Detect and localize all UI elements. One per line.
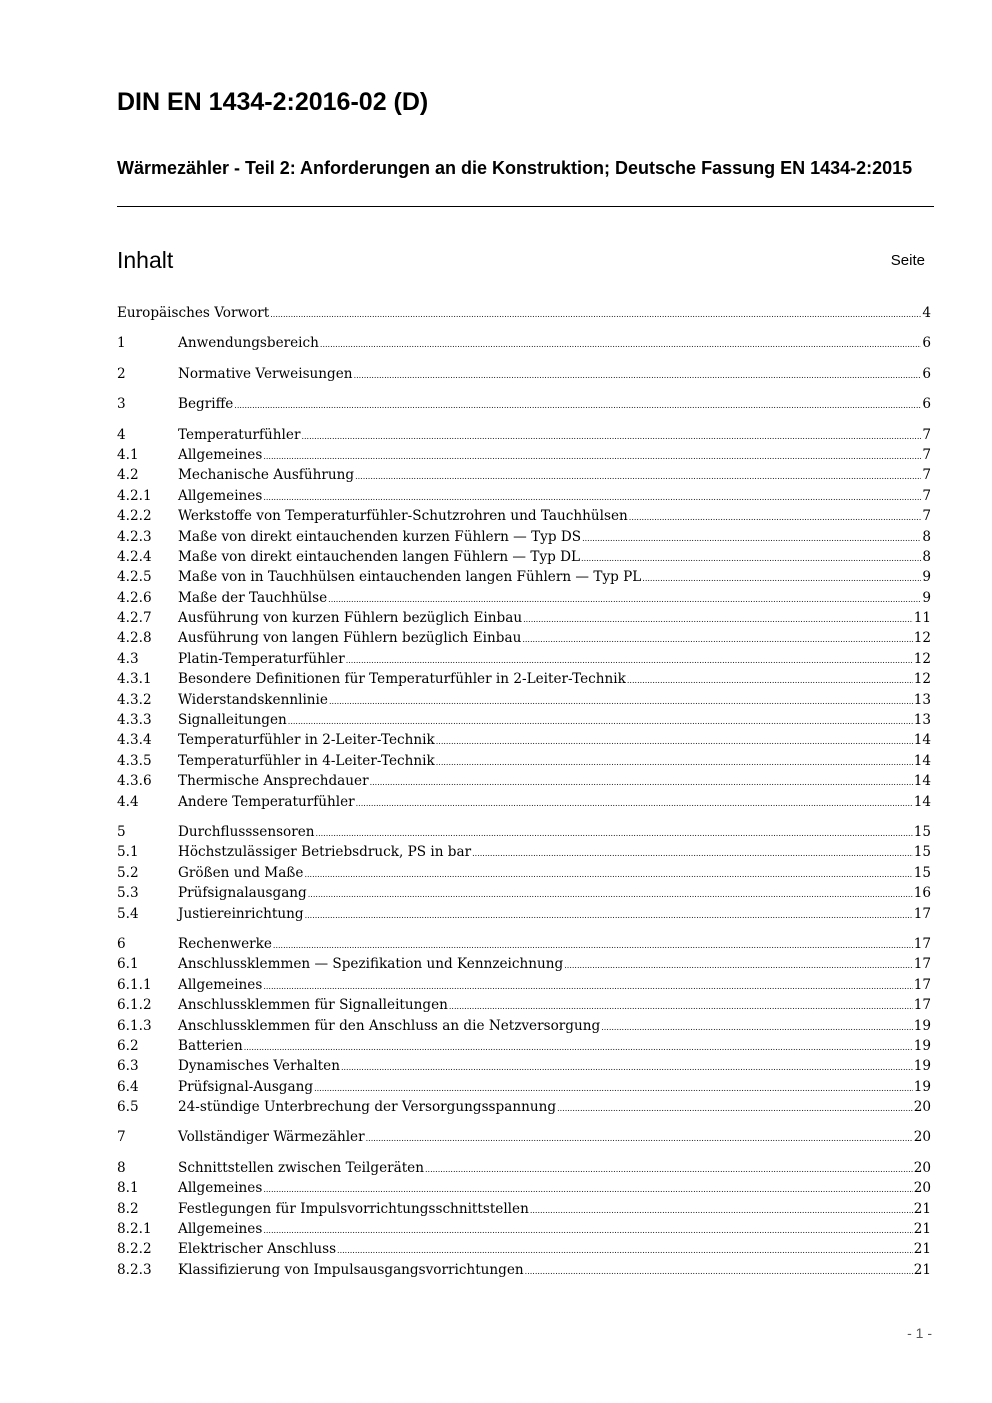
toc-entry-page: 20 xyxy=(913,1099,931,1116)
toc-entry-title: Andere Temperaturfühler xyxy=(178,793,355,810)
toc-dot-leader xyxy=(530,1199,913,1219)
toc-dot-leader xyxy=(449,995,913,1015)
toc-entry[interactable] xyxy=(117,425,931,445)
toc-entry-number: 8.2 xyxy=(117,1200,139,1217)
toc-entry-page: 12 xyxy=(913,630,931,647)
toc-entry-title: Thermische Ansprechdauer xyxy=(178,773,369,790)
toc-entry-number: 4.3.3 xyxy=(117,712,152,729)
toc-entry[interactable] xyxy=(117,1077,931,1097)
toc-entry-number: 5 xyxy=(117,823,126,840)
toc-entry-number: 4.3.1 xyxy=(117,671,152,688)
toc-entry[interactable] xyxy=(117,904,931,924)
toc-entry-title: Batterien xyxy=(178,1037,243,1054)
toc-entry-page: 14 xyxy=(913,752,931,769)
toc-entry-page: 7 xyxy=(922,487,931,504)
toc-dot-leader xyxy=(341,1056,913,1076)
toc-dot-leader xyxy=(305,904,913,924)
toc-entry-page: 9 xyxy=(922,589,931,606)
toc-entry-number: 4.2.5 xyxy=(117,569,152,586)
toc-entry-number: 8 xyxy=(117,1159,126,1176)
toc-entry-page: 16 xyxy=(913,885,931,902)
toc-entry-title: Allgemeines xyxy=(178,487,263,504)
toc-entry-number: 4.2.1 xyxy=(117,487,152,504)
toc-dot-leader xyxy=(366,1127,913,1147)
toc-entry-number: 4.2.8 xyxy=(117,630,152,647)
toc-entry-number: 4.1 xyxy=(117,446,139,463)
toc-dot-leader xyxy=(436,730,913,750)
toc-entry-page: 7 xyxy=(922,426,931,443)
toc-entry-number: 3 xyxy=(117,396,126,413)
toc-entry-number: 8.2.1 xyxy=(117,1221,152,1238)
toc-entry[interactable] xyxy=(117,506,931,526)
toc-entry-page: 6 xyxy=(922,396,931,413)
toc-entry-title: Ausführung von kurzen Fühlern bezüglich Einbau xyxy=(178,610,523,627)
toc-dot-leader xyxy=(564,954,912,974)
toc-dot-leader xyxy=(263,1178,912,1198)
toc-entry[interactable] xyxy=(117,1158,931,1178)
toc-entry-page: 6 xyxy=(922,335,931,352)
toc-entry[interactable] xyxy=(117,649,931,669)
toc-entry-title: Widerstandskennlinie xyxy=(178,691,328,708)
toc-entry-page: 17 xyxy=(913,997,931,1014)
toc-dot-leader xyxy=(346,649,913,669)
toc-entry[interactable] xyxy=(117,863,931,883)
toc-entry-page: 11 xyxy=(913,610,931,627)
toc-entry-title: Maße von direkt eintauchenden langen Fühlern — Typ DL xyxy=(178,548,581,565)
toc-entry-title: Höchstzulässiger Betriebsdruck, PS in bar xyxy=(178,844,472,861)
toc-entry[interactable] xyxy=(117,1178,931,1198)
toc-entry-title: 24-stündige Unterbrechung der Versorgungsspannung xyxy=(178,1099,557,1116)
toc-entry[interactable] xyxy=(117,975,931,995)
page-number: - 1 - xyxy=(907,1325,932,1341)
toc-dot-leader xyxy=(582,527,921,547)
toc-entry-title: Maße der Tauchhülse xyxy=(178,589,328,606)
toc-entry[interactable] xyxy=(117,333,931,353)
toc-entry-title: Größen und Maße xyxy=(178,864,304,881)
toc-entry-title: Allgemeines xyxy=(178,976,263,993)
toc-entry[interactable] xyxy=(117,364,931,384)
toc-entry-title: Schnittstellen zwischen Teilgeräten xyxy=(178,1159,424,1176)
toc-entry[interactable] xyxy=(117,883,931,903)
toc-entry-page: 14 xyxy=(913,732,931,749)
toc-entry-number: 6 xyxy=(117,935,126,952)
toc-entry-page: 13 xyxy=(913,691,931,708)
toc-entry-page: 15 xyxy=(913,823,931,840)
toc-entry[interactable] xyxy=(117,1036,931,1056)
toc-entry[interactable] xyxy=(117,1056,931,1076)
toc-entry-title: Mechanische Ausführung xyxy=(178,467,355,484)
toc-entry-page: 4 xyxy=(922,305,931,321)
toc-entry-title: Ausführung von langen Fühlern bezüglich Einbau xyxy=(178,630,522,647)
toc-dot-leader xyxy=(263,486,921,506)
toc-entry[interactable] xyxy=(117,527,931,547)
toc-entry-page: 15 xyxy=(913,864,931,881)
toc-entry-title: Temperaturfühler xyxy=(178,426,301,443)
toc-entry-page: 6 xyxy=(922,365,931,382)
toc-dot-leader xyxy=(522,628,912,648)
toc-entry[interactable] xyxy=(117,608,931,628)
toc-entry-number: 7 xyxy=(117,1129,126,1146)
toc-entry[interactable] xyxy=(117,486,931,506)
toc-entry-title: Anschlussklemmen für Signalleitungen xyxy=(178,997,448,1014)
toc-entry-title: Justiereinrichtung xyxy=(178,905,304,922)
toc-entry-number: 5.1 xyxy=(117,844,139,861)
toc-entry-title: Anschlussklemmen für den Anschluss an die Netzversorgung xyxy=(178,1017,601,1034)
toc-dot-leader xyxy=(557,1097,913,1117)
toc-entry-page: 20 xyxy=(913,1159,931,1176)
toc-heading: Inhalt xyxy=(117,247,174,273)
toc-entry-title: Festlegungen für Impulsvorrichtungsschnittstellen xyxy=(178,1200,529,1217)
toc-entry[interactable] xyxy=(117,1239,931,1259)
toc-entry-number: 5.3 xyxy=(117,885,139,902)
toc-entry-title: Temperaturfühler in 2-Leiter-Technik xyxy=(178,732,435,749)
document-title: DIN EN 1434-2:2016-02 (D) xyxy=(117,88,429,116)
toc-entry-page: 19 xyxy=(913,1058,931,1075)
toc-entry-number: 4.3 xyxy=(117,650,139,667)
toc-entry-title: Maße von in Tauchhülsen eintauchenden langen Fühlern — Typ PL xyxy=(178,569,642,586)
toc-dot-leader xyxy=(329,690,913,710)
toc-entry-title: Vollständiger Wärmezähler xyxy=(178,1129,365,1146)
toc-entry-title: Durchflusssensoren xyxy=(178,823,315,840)
toc-entry-page: 21 xyxy=(913,1241,931,1258)
toc-dot-leader xyxy=(304,863,912,883)
toc-dot-leader xyxy=(273,934,913,954)
toc-entry-number: 8.2.3 xyxy=(117,1261,152,1278)
toc-dot-leader xyxy=(355,465,921,485)
toc-entry-title: Anschlussklemmen — Spezifikation und Kennzeichnung xyxy=(178,956,564,973)
toc-entry-number: 6.5 xyxy=(117,1099,139,1116)
toc-entry[interactable] xyxy=(117,710,931,730)
toc-entry[interactable] xyxy=(117,669,931,689)
toc-entry-page: 17 xyxy=(913,905,931,922)
toc-entry[interactable] xyxy=(117,445,931,465)
toc-entry-page: 13 xyxy=(913,712,931,729)
toc-entry[interactable] xyxy=(117,822,931,842)
toc-entry-title: Maße von direkt eintauchenden kurzen Fühlern — Typ DS xyxy=(178,528,582,545)
toc-entry[interactable] xyxy=(117,303,931,323)
toc-entry-number: 4.3.4 xyxy=(117,732,152,749)
toc-entry[interactable] xyxy=(117,547,931,567)
toc-entry-number: 4.2.7 xyxy=(117,610,152,627)
toc-entry[interactable] xyxy=(117,954,931,974)
toc-entry-page: 21 xyxy=(913,1221,931,1238)
toc-entry-page: 19 xyxy=(913,1078,931,1095)
toc-entry-title: Allgemeines xyxy=(178,1180,263,1197)
toc-entry[interactable] xyxy=(117,1219,931,1239)
toc-entry-page: 7 xyxy=(922,508,931,525)
toc-entry[interactable] xyxy=(117,934,931,954)
toc-entry[interactable] xyxy=(117,751,931,771)
toc-entry-page: 8 xyxy=(922,528,931,545)
toc-entry-page: 14 xyxy=(913,773,931,790)
toc-page-column-label: Seite xyxy=(890,252,925,269)
toc-entry-page: 17 xyxy=(913,976,931,993)
toc-dot-leader xyxy=(581,547,921,567)
toc-entry-number: 1 xyxy=(117,335,126,352)
toc-dot-leader xyxy=(244,1036,913,1056)
toc-entry-page: 19 xyxy=(913,1037,931,1054)
toc-entry-title: Platin-Temperaturfühler xyxy=(178,650,345,667)
toc-dot-leader xyxy=(627,669,913,689)
toc-dot-leader xyxy=(328,588,921,608)
toc-entry[interactable] xyxy=(117,771,931,791)
toc-entry-number: 5.4 xyxy=(117,905,139,922)
toc-entry-number: 5.2 xyxy=(117,864,139,881)
toc-entry[interactable] xyxy=(117,1097,931,1117)
toc-entry-number: 4.3.5 xyxy=(117,752,152,769)
toc-dot-leader xyxy=(316,822,913,842)
toc-entry-page: 7 xyxy=(922,467,931,484)
toc-entry-number: 2 xyxy=(117,365,126,382)
toc-entry-page: 20 xyxy=(913,1180,931,1197)
toc-entry-title: Prüfsignal-Ausgang xyxy=(178,1078,314,1095)
toc-entry[interactable] xyxy=(117,567,931,587)
toc-entry[interactable] xyxy=(117,628,931,648)
toc-entry-number: 6.3 xyxy=(117,1058,139,1075)
toc-entry-number: 6.4 xyxy=(117,1078,139,1095)
toc-entry-title: Werkstoffe von Temperaturfühler-Schutzrohren und Tauchhülsen xyxy=(178,508,628,525)
toc-entry-number: 4.2 xyxy=(117,467,139,484)
toc-entry[interactable] xyxy=(117,1199,931,1219)
toc-entry-title: Allgemeines xyxy=(178,1221,263,1238)
toc-entry-page: 20 xyxy=(913,1129,931,1146)
toc-entry[interactable] xyxy=(117,995,931,1015)
toc-dot-leader xyxy=(234,394,921,414)
toc-entry-title: Besondere Definitionen für Temperaturfühler in 2-Leiter-Technik xyxy=(178,671,626,688)
toc-entry-title: Temperaturfühler in 4-Leiter-Technik xyxy=(178,752,435,769)
toc-dot-leader xyxy=(601,1016,913,1036)
toc-dot-leader xyxy=(472,842,913,862)
toc-entry-title: Klassifizierung von Impulsausgangsvorrichtungen xyxy=(178,1261,524,1278)
toc-entry-title: Begriffe xyxy=(178,396,234,413)
toc-entry-number: 6.1.3 xyxy=(117,1017,152,1034)
toc-entry-title: Allgemeines xyxy=(178,446,263,463)
toc-entry-page: 17 xyxy=(913,956,931,973)
toc-dot-leader xyxy=(308,883,913,903)
toc-entry[interactable] xyxy=(117,730,931,750)
toc-entry-title: Elektrischer Anschluss xyxy=(178,1241,337,1258)
toc-entry-title: Dynamisches Verhalten xyxy=(178,1058,340,1075)
toc-entry[interactable] xyxy=(117,1260,931,1280)
toc-dot-leader xyxy=(263,975,912,995)
toc-dot-leader xyxy=(270,303,921,323)
toc-dot-leader xyxy=(436,751,913,771)
toc-entry-page: 9 xyxy=(922,569,931,586)
toc-entry[interactable] xyxy=(117,1127,931,1147)
toc-entry-number: 4.2.4 xyxy=(117,548,152,565)
toc-dot-leader xyxy=(301,425,921,445)
toc-entry[interactable] xyxy=(117,465,931,485)
toc-entry-number: 4.2.2 xyxy=(117,508,152,525)
toc-dot-leader xyxy=(425,1158,913,1178)
toc-entry-number: 6.1.2 xyxy=(117,997,152,1014)
toc-entry-title: Normative Verweisungen xyxy=(178,365,353,382)
toc-entry-page: 8 xyxy=(922,548,931,565)
toc-entry-number: 8.2.2 xyxy=(117,1241,152,1258)
toc-entry-number: 6.1.1 xyxy=(117,976,152,993)
toc-entry-page: 15 xyxy=(913,844,931,861)
toc-entry[interactable] xyxy=(117,690,931,710)
toc-entry[interactable] xyxy=(117,394,931,414)
toc-entry-title: Anwendungsbereich xyxy=(178,335,319,352)
toc-entry[interactable] xyxy=(117,588,931,608)
toc-entry-title: Europäisches Vorwort xyxy=(117,305,270,321)
toc-dot-leader xyxy=(337,1239,913,1259)
toc-entry-page: 12 xyxy=(913,650,931,667)
toc-dot-leader xyxy=(523,608,913,628)
toc-entry[interactable] xyxy=(117,842,931,862)
toc-dot-leader xyxy=(629,506,922,526)
toc-dot-leader xyxy=(320,333,921,353)
toc-dot-leader xyxy=(263,445,921,465)
toc-entry[interactable] xyxy=(117,1016,931,1036)
toc-dot-leader xyxy=(314,1077,913,1097)
toc-entry-page: 17 xyxy=(913,935,931,952)
toc-entry-title: Signalleitungen xyxy=(178,712,287,729)
toc-entry-number: 6.2 xyxy=(117,1037,139,1054)
toc-entry-title: Rechenwerke xyxy=(178,935,272,952)
toc-entry-title: Prüfsignalausgang xyxy=(178,885,307,902)
toc-entry-number: 4.3.6 xyxy=(117,773,152,790)
toc-entry-number: 4 xyxy=(117,426,126,443)
toc-entry-page: 12 xyxy=(913,671,931,688)
document-subtitle: Wärmezähler - Teil 2: Anforderungen an die Konstruktion; Deutsche Fassung EN 1434-2:2015 xyxy=(117,158,913,178)
toc-dot-leader xyxy=(356,792,913,812)
toc-entry-number: 4.3.2 xyxy=(117,691,152,708)
toc-dot-leader xyxy=(370,771,913,791)
toc-entry[interactable] xyxy=(117,792,931,812)
toc-entry-number: 8.1 xyxy=(117,1180,139,1197)
toc-entry-number: 4.2.6 xyxy=(117,589,152,606)
toc-dot-leader xyxy=(642,567,921,587)
toc-dot-leader xyxy=(354,364,922,384)
toc-dot-leader xyxy=(263,1219,912,1239)
toc-dot-leader xyxy=(525,1260,913,1280)
toc-dot-leader xyxy=(288,710,913,730)
toc-entry-number: 4.2.3 xyxy=(117,528,152,545)
toc-entry-number: 6.1 xyxy=(117,956,139,973)
toc-entry-page: 21 xyxy=(913,1200,931,1217)
title-divider xyxy=(117,206,934,207)
toc-entry-page: 7 xyxy=(922,446,931,463)
toc-entry-page: 21 xyxy=(913,1261,931,1278)
toc-entry-page: 14 xyxy=(913,793,931,810)
toc-entry-page: 19 xyxy=(913,1017,931,1034)
table-of-contents xyxy=(117,303,931,1280)
toc-entry-number: 4.4 xyxy=(117,793,139,810)
